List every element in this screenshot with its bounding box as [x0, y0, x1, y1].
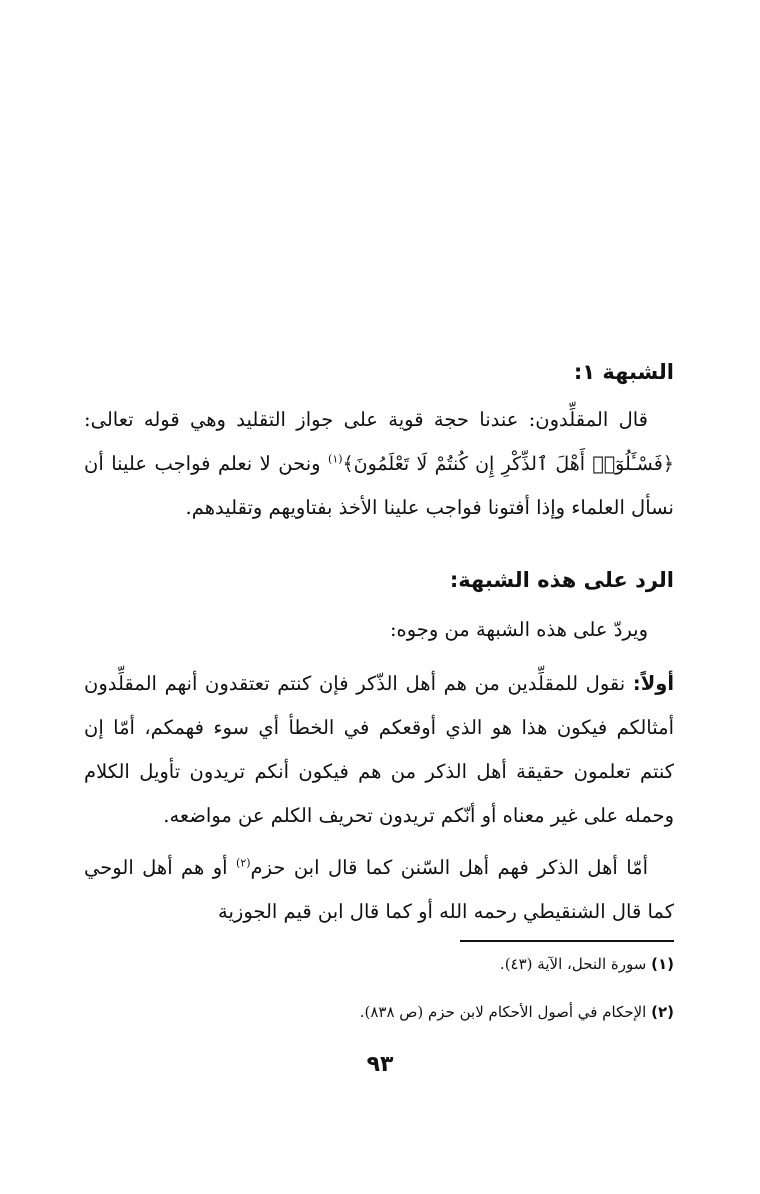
footnote-1: [84, 955, 674, 973]
footnote-ref: (٢): [236, 856, 251, 870]
paragraph-text-part: ونحن لا نعلم فواجب علينا أن نسأل العلماء وإذا أفتونا فواجب علينا الأخذ بفتاويهم وتقليدهم.: [84, 452, 674, 519]
footnote-separator: [460, 940, 674, 942]
paragraph-text-part: قال المقلِّدون: عندنا حجة قوية على جواز التقليد وهي قوله تعالى:: [84, 408, 648, 431]
footnote-number: (١): [651, 955, 674, 973]
footnote-number: (٢): [651, 1003, 674, 1021]
reply-intro: ويردّ على هذه الشبهة من وجوه:: [389, 618, 648, 641]
section-heading-reply: الرد على هذه الشبهة:: [449, 568, 674, 592]
section-heading-shubha: الشبهة ١:: [573, 360, 674, 384]
footnote-2: [84, 1003, 674, 1021]
point-label: أولاً:: [632, 672, 675, 695]
paragraph-text-part: أو هم أهل الوحي كما قال الشنقيطي رحمه الله أو كما قال ابن قيم الجوزية: [84, 856, 674, 923]
page-number: ٩٣: [366, 1052, 394, 1077]
quran-verse: ﴿فَسْـَٔلُوٓا۟ أَهْلَ ٱلذِّكْرِ إِن كُنتُمْ لَا تَعْلَمُونَ﴾: [342, 453, 674, 475]
first-point-paragraph: [84, 662, 674, 838]
footnote-text: الإحكام في أصول الأحكام لابن حزم (ص ٨٣٨).: [359, 1003, 647, 1021]
paragraph-text-part: أمّا أهل الذكر فهم أهل السّنن كما قال ابن حزم: [250, 856, 648, 879]
footnote-text: سورة النحل، الآية (٤٣).: [499, 955, 647, 973]
shubha-paragraph: [84, 398, 674, 530]
footnote-ref: (١): [328, 452, 343, 466]
ahl-dhikr-paragraph: [84, 846, 674, 934]
paragraph-text: نقول للمقلِّدين من هم أهل الذّكر فإن كنتم تعتقدون أنهم المقلِّدون أمثالكم فيكون هذا هو الذي أوقعكم في الخطأ أي سوء فهمكم، أمّا إن كنتم تعلمون حقيقة أهل الذكر من هم فيكون أنكم تريدون تأويل الكلام وحمله على غير معناه أو أنّكم تريدون تحريف الكلم عن مواضعه.: [84, 672, 674, 827]
